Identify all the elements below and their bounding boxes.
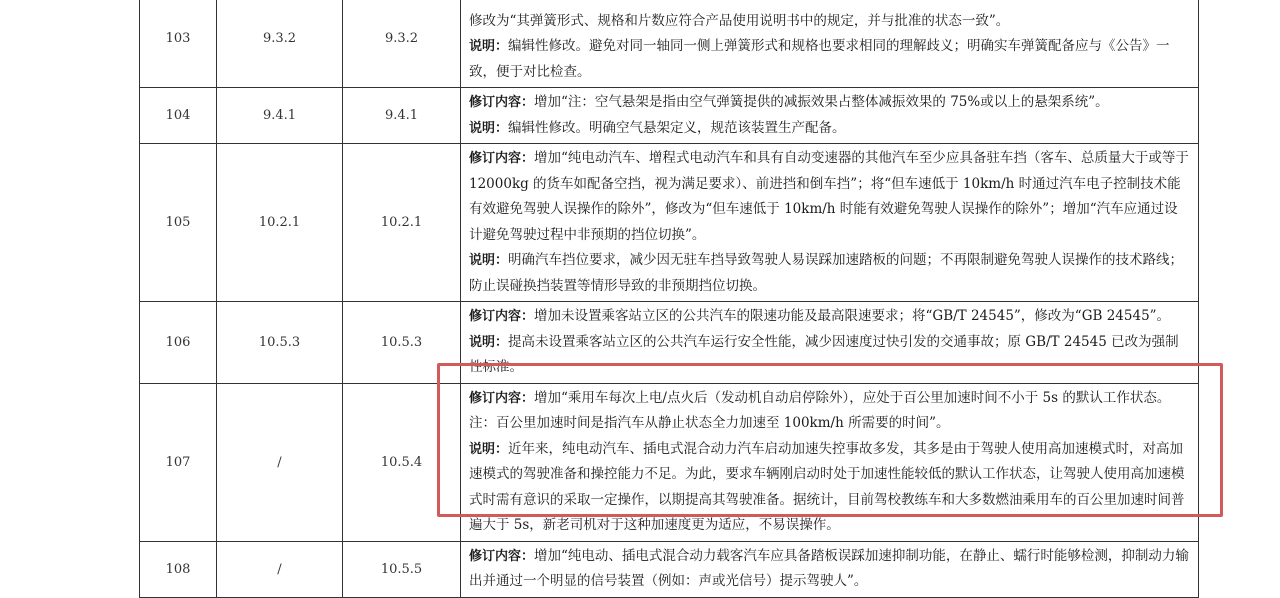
content-paragraph [469,544,1190,595]
content-paragraph [469,90,1190,116]
row-number: 108 [140,541,217,597]
table-row-103 [140,0,1199,88]
revision-content [461,302,1199,384]
paragraph-text: 增加“纯电动汽车、增程式电动汽车和具有自动变速器的其他汽车至少应具备驻车挡（客车、总质量大于或等于 12000kg 的货车如配备空挡，视为满足要求）、前进挡和倒车挡”；将“但车速低于 10km/h 时通过汽车电子控制技术能有效避免驾驶人误操作的除外”，修改为“但车速低于 10km/h 时能有效避免驾驶人误操作的除外”；增加“汽车应通过设计避免驾驶过程中非预期的挡位切换”。 [469,150,1189,243]
revision-content [461,383,1199,541]
paragraph-text: 编辑性修改。避免对同一轴同一侧上弹簧形式和规格也要求相同的理解歧义；明确实车弹簧配备应与《公告》一致，便于对比检查。 [469,38,1170,80]
content-paragraph [469,146,1190,248]
table-row-107 [140,383,1199,541]
revised-clause: 10.5.5 [343,541,461,597]
revised-clause: 9.4.1 [343,88,461,144]
paragraph-label: 说明： [469,441,509,457]
paragraph-label: 说明： [469,39,509,54]
paragraph-text: 提高未设置乘客站立区的公共汽车运行安全性能，减少因速度过快引发的交通事故；原 GB/T 24545 已改为强制性标准。 [469,333,1179,375]
original-clause: 10.5.3 [217,302,343,384]
paragraph-text: 增加“乘用车每次上电/点火后（发动机自动启停除外），应处于百公里加速时间不小于 5s 的默认工作状态。注：百公里加速时间是指汽车从静止状态全力加速至 100km/h 所需要的时间”。 [469,389,1171,431]
revised-clause: 10.5.4 [343,383,461,541]
paragraph-label: 修订内容： [469,390,535,406]
revision-table-body [140,0,1199,597]
paragraph-text: 近年来，纯电动汽车、插电式混合动力汽车启动加速失控事故多发，其多是由于驾驶人使用高加速模式时，对高加速模式的驾驶准备和操控能力不足。为此，要求车辆刚启动时处于加速性能较低的默认工作状态，让驾驶人使用高加速模式时需有意识的采取一定操作，以期提高其驾驶准备。据统计，目前驾校教练车和大多数燃油乘用车的百公里加速时间普遍大于 5s，新老司机对于这种加速度更为适应，不易误操作。 [469,440,1185,533]
table-row-108 [140,541,1199,597]
original-clause: 10.2.1 [217,144,343,302]
paragraph-text: 增加未设置乘客站立区的公共汽车的限速功能及最高限速要求；将“GB/T 24545”，修改为“GB 24545”。 [534,308,1171,324]
paragraph-label: 修订内容： [469,309,535,324]
paragraph-label: 修订内容： [469,95,535,110]
paragraph-text: 增加“注：空气悬架是指由空气弹簧提供的减振效果占整体减振效果的 75%或以上的悬架系统”。 [534,94,1109,110]
revision-content [461,0,1199,88]
paragraph-label: 修订内容： [469,151,535,166]
revised-clause: 10.5.3 [343,302,461,384]
row-number: 103 [140,0,217,88]
revised-clause: 9.3.2 [343,0,461,88]
table-row-104 [140,88,1199,144]
row-number: 106 [140,302,217,384]
paragraph-label: 说明： [469,334,509,350]
content-paragraph [469,437,1190,539]
content-paragraph [469,34,1190,85]
content-paragraph [469,116,1190,142]
revision-table [139,0,1199,598]
table-row-106 [140,302,1199,384]
paragraph-label: 说明： [469,253,509,268]
paragraph-label: 修订内容： [469,548,535,564]
revision-content [461,88,1199,144]
table-row-105 [140,144,1199,302]
original-clause: / [217,541,343,597]
row-number: 105 [140,144,217,302]
original-clause: 9.4.1 [217,88,343,144]
original-clause: / [217,383,343,541]
row-number: 104 [140,88,217,144]
revised-clause: 10.2.1 [343,144,461,302]
paragraph-text: 增加“纯电动、插电式混合动力载客汽车应具备踏板误踩加速抑制功能，在静止、蠕行时能够检测，抑制动力输出并通过一个明显的信号装置（例如：声或光信号）提示驾驶人”。 [469,547,1189,589]
revision-content [461,541,1199,597]
content-paragraph [469,248,1190,299]
paragraph-text: 修改为“其弹簧形式、规格和片数应符合产品使用说明书中的规定，并与批准的状态一致”。 [469,12,1010,29]
content-paragraph [469,304,1190,330]
revision-content [461,144,1199,302]
row-number: 107 [140,383,217,541]
original-clause: 9.3.2 [217,0,343,88]
content-paragraph [469,386,1190,437]
content-paragraph [469,9,1190,35]
paragraph-text: 明确汽车挡位要求，减少因无驻车挡导致驾驶人易误踩加速踏板的问题；不再限制避免驾驶人误操作的技术路线；防止误碰换挡装置等情形导致的非预期挡位切换。 [469,252,1184,294]
content-paragraph [469,330,1190,381]
paragraph-text: 编辑性修改。明确空气悬架定义，规范该装置生产配备。 [508,119,846,136]
paragraph-label: 说明： [469,120,509,136]
